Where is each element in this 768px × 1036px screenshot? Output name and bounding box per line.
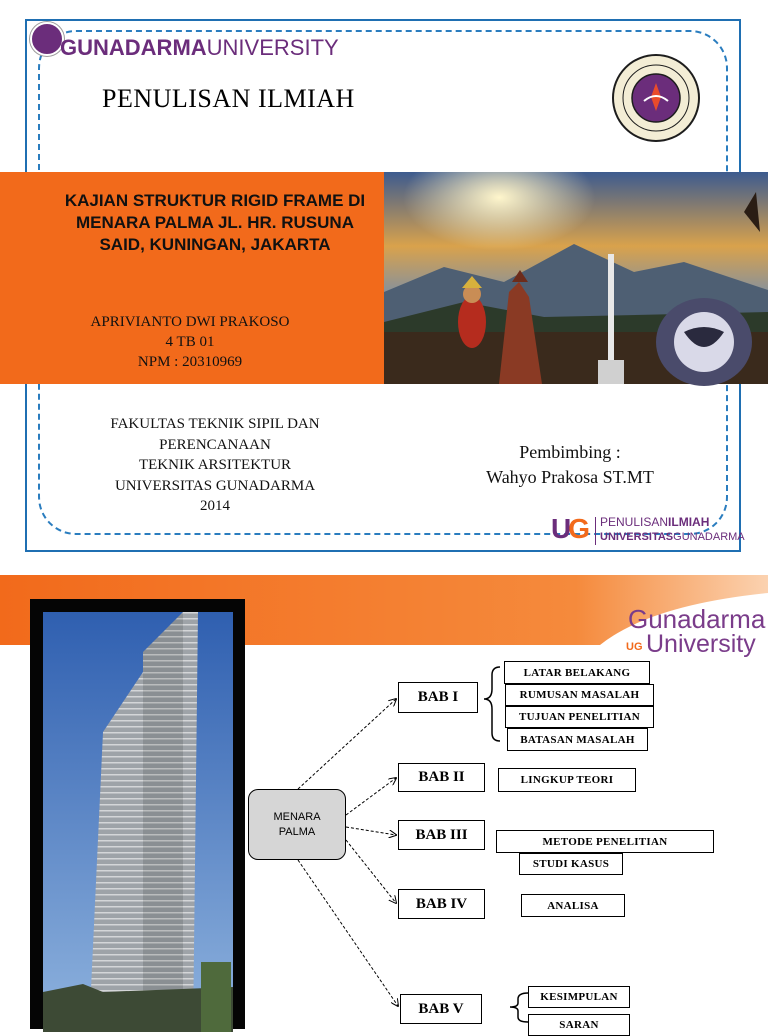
thesis-title: KAJIAN STRUKTUR RIGID FRAME DI MENARA PALMA JL. HR. RUSUNA SAID, KUNINGAN, JAKARTA xyxy=(64,191,366,254)
footer-word: GUNADARMA xyxy=(673,531,745,543)
logo-divider xyxy=(595,517,596,545)
topic-node: LINGKUP TEORI xyxy=(498,768,636,792)
footer-logo-line2 xyxy=(600,531,745,544)
ug-brand-mark: UG xyxy=(626,641,643,653)
outline-slide xyxy=(0,575,768,1031)
gunadarma-brand-word: Gunadarma xyxy=(628,604,766,634)
ug-mark-u: U xyxy=(551,513,569,544)
chapter-node-bab-5: BAB V xyxy=(400,994,482,1024)
advisor-info xyxy=(440,440,700,490)
advisor-label: Pembimbing : xyxy=(519,442,621,462)
logo-brand: GUNADARMA xyxy=(60,35,207,60)
indonesia-collage-image xyxy=(384,172,768,384)
topic-node: KESIMPULAN xyxy=(528,986,630,1008)
university-line: UNIVERSITAS GUNADARMA xyxy=(114,477,316,494)
topic-node: METODE PENELITIAN xyxy=(496,830,714,853)
topic-node: BATASAN MASALAH xyxy=(507,728,648,751)
root-line: MENARA xyxy=(273,810,321,823)
footer-logo-line1 xyxy=(600,516,709,529)
author-npm: NPM : 20310969 xyxy=(137,354,243,370)
slide-title: PENULISAN ILMIAH xyxy=(102,84,355,113)
root-node-menara-palma xyxy=(248,789,346,860)
ug-mark-g: G xyxy=(568,513,588,544)
faculty-info xyxy=(90,414,340,517)
department-line: TEKNIK ARSITEKTUR xyxy=(138,457,292,473)
footer-word: PENULISAN xyxy=(600,515,669,529)
topic-node: LATAR BELAKANG xyxy=(504,661,650,684)
gunadarma-logo-icon xyxy=(30,22,64,56)
chapter-node-bab-4: BAB IV xyxy=(398,889,485,919)
footer-word: UNIVERSITAS xyxy=(600,531,674,543)
chapter-node-bab-3: BAB III xyxy=(398,820,485,850)
logo-suffix: UNIVERSITY xyxy=(206,35,339,60)
university-brand-word: University xyxy=(646,630,756,658)
chapter-node-bab-2: BAB II xyxy=(398,763,485,792)
topic-node: TUJUAN PENELITIAN xyxy=(505,706,654,728)
advisor-name: Wahyo Prakosa ST.MT xyxy=(486,467,654,487)
author-class: 4 TB 01 xyxy=(165,334,215,350)
author-name: APRIVIANTO DWI PRAKOSO xyxy=(90,314,290,330)
topic-node: RUMUSAN MASALAH xyxy=(505,684,654,706)
topic-node: ANALISA xyxy=(521,894,625,917)
chapter-node-bab-1: BAB I xyxy=(398,682,478,713)
ug-logo-icon xyxy=(551,514,587,544)
university-seal-icon xyxy=(611,53,701,143)
topic-node: STUDI KASUS xyxy=(519,853,623,875)
faculty-line: PERENCANAAN xyxy=(159,436,271,453)
outline-connectors xyxy=(0,575,768,1024)
faculty-line: FAKULTAS TEKNIK SIPIL DAN xyxy=(110,416,320,432)
root-line: PALMA xyxy=(278,825,316,838)
gunadarma-logo xyxy=(60,36,339,60)
topic-node: SARAN xyxy=(528,1014,630,1036)
author-info xyxy=(40,312,340,372)
year: 2014 xyxy=(200,498,230,514)
footer-word: ILMIAH xyxy=(668,515,710,529)
